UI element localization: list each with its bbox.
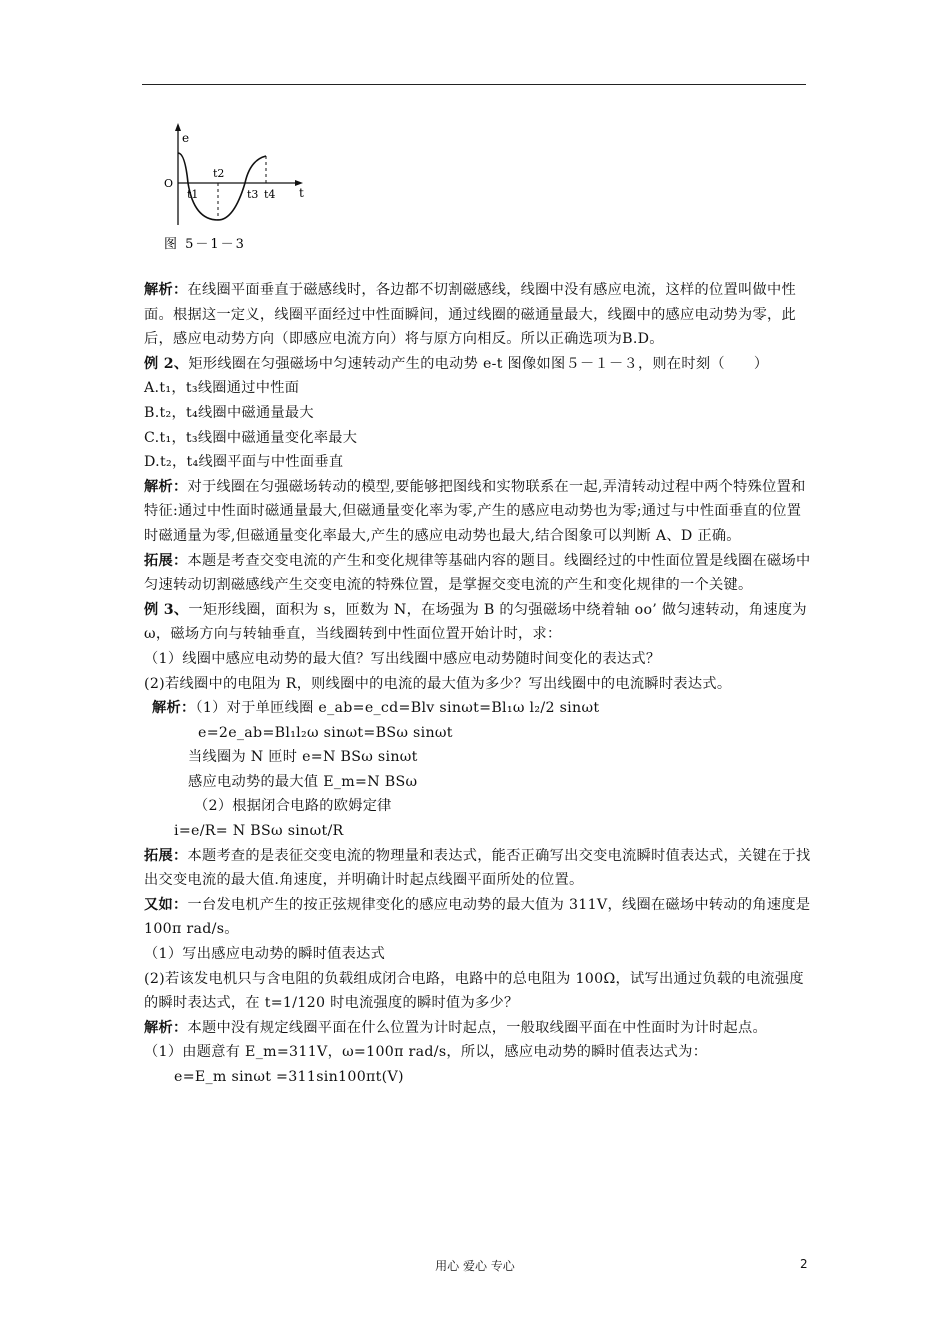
tick-t1: t1 — [187, 188, 199, 201]
example-2 — [144, 352, 814, 377]
text: 本题考查的是表征交变电流的物理量和表达式，能否正确写出交变电流瞬时值表达式，关键在于找出交变电流的最大值.角速度，并明确计时起点线圈平面所处的位置。 — [144, 847, 811, 889]
tick-t4: t4 — [264, 188, 276, 201]
footer-motto: 用心 爱心 专心 — [435, 1259, 515, 1273]
label: 拓展： — [144, 847, 188, 864]
answer-formula: e=E_m sinωt =311sin100πt(V) — [174, 1069, 404, 1085]
example-3 — [144, 598, 814, 647]
extension-2 — [144, 844, 814, 893]
answer-1: （1）由题意有 E_m=311V，ω=100π rad/s，所以，感应电动势的瞬时值表达式为： — [144, 1044, 708, 1061]
formula-line-1: e=2e_ab=Bl₁l₂ω sinωt=BSω sinωt — [198, 724, 453, 741]
label: 解析： — [144, 1019, 188, 1036]
text: 矩形线圈在匀强磁场中匀速转动产生的电动势 e-t 图像如图５－１－３，则在时刻（ ） — [188, 355, 769, 372]
tick-t2: t2 — [213, 167, 225, 180]
text: 本题中没有规定线圈平面在什么位置为计时起点，一般取线圈平面在中性面时为计时起点。 — [187, 1019, 767, 1036]
analysis-2 — [144, 475, 814, 549]
option-b: B.t₂，t₄线圈中磁通量最大 — [144, 404, 314, 421]
text: 在线圈平面垂直于磁感线时，各边都不切割磁感线，线圈中没有感应电流，这样的位置叫做中性面。根据这一定义，线圈平面经过中性面瞬间，通过线圈的磁通量最大，线圈中的感应电动势为零，此后，感应电动势方向（即感应电流方向）将与原方向相反。所以正确选项为B.D。 — [144, 282, 796, 348]
document-body — [144, 278, 814, 1090]
header-rule — [142, 84, 806, 85]
label: 解析： — [152, 700, 196, 717]
label: 又如： — [144, 896, 188, 913]
question-2: (2)若线圈中的电阻为 R，则线圈中的电流的最大值为多少？写出线圈中的电流瞬时表达式。 — [144, 675, 732, 692]
analysis-1 — [144, 278, 814, 352]
text: 一矩形线圈，面积为 s，匝数为 N，在场强为 B 的匀强磁场中绕着轴 oo’ 做匀速转动，角速度为 ω，磁场方向与转轴垂直，当线圈转到中性面位置开始计时，求： — [144, 601, 807, 643]
formula-line-4: （2）根据闭合电路的欧姆定律 — [194, 798, 392, 815]
option-a: A.t₁，t₃线圈通过中性面 — [144, 380, 300, 397]
option-c: C.t₁，t₃线圈中磁通量变化率最大 — [144, 429, 358, 446]
analysis-4 — [144, 1016, 814, 1041]
page-number: 2 — [800, 1257, 808, 1271]
figure-caption: 图 5－1－3 — [164, 237, 246, 252]
question-1: （1）线圈中感应电动势的最大值？写出线圈中感应电动势随时间变化的表达式？ — [144, 650, 661, 667]
formula-line-2: 当线圈为 N 匝时 e=N BSω sinωt — [188, 749, 418, 766]
question-3: （1）写出感应电动势的瞬时值表达式 — [144, 946, 386, 963]
question-4: (2)若该发电机只与含电阻的负载组成闭合电路，电路中的总电阻为 100Ω，试写出通过负载的电流强度的瞬时表达式，在 t=1/120 时电流强度的瞬时值为多少？ — [144, 970, 804, 1012]
label: 拓展： — [144, 552, 188, 569]
emf-time-graph — [158, 120, 308, 257]
origin-label: O — [164, 177, 174, 190]
sine-wave-figure — [158, 120, 308, 257]
y-axis-label: e — [182, 131, 190, 145]
text: 一台发电机产生的按正弦规律变化的感应电动势的最大值为 311V，线圈在磁场中转动的角速度是 100π rad/s。 — [144, 896, 811, 938]
label: 例 2、 — [144, 355, 189, 372]
tick-t3: t3 — [247, 188, 259, 201]
formula-line-5: i=e/R= N BSω sinωt/R — [174, 823, 344, 840]
text: 本题是考查交变电流的产生和变化规律等基础内容的题目。线圈经过的中性面位置是线圈在磁场中匀速转动切割磁感线产生交变电流的特殊位置，是掌握交变电流的产生和变化规律的一个关键。 — [144, 552, 811, 594]
option-d: D.t₂，t₄线圈平面与中性面垂直 — [144, 454, 344, 471]
x-axis-label: t — [299, 186, 304, 200]
another-example — [144, 893, 814, 942]
analysis-3 — [144, 696, 814, 721]
text: 对于线圈在匀强磁场转动的模型,要能够把图线和实物联系在一起,弄清转动过程中两个特殊位置和特征:通过中性面时磁通量最大,但磁通量变化率为零,产生的感应电动势也为零;通过与中性面垂直的位置时磁通量为零,但磁通量变化率最大,产生的感应电动势也最大,结合图象可以判断 A、D 正确。 — [144, 478, 806, 544]
label: 解析： — [144, 282, 188, 298]
label: 解析： — [144, 478, 188, 495]
label: 例 3、 — [144, 601, 189, 618]
extension-1 — [144, 549, 814, 598]
text: （1）对于单匝线圈 e_ab=e_cd=Blv sinωt=Bl₁ω l₂/2 sinωt — [195, 700, 600, 717]
formula-line-3: 感应电动势的最大值 E_m=N BSω — [188, 773, 418, 790]
